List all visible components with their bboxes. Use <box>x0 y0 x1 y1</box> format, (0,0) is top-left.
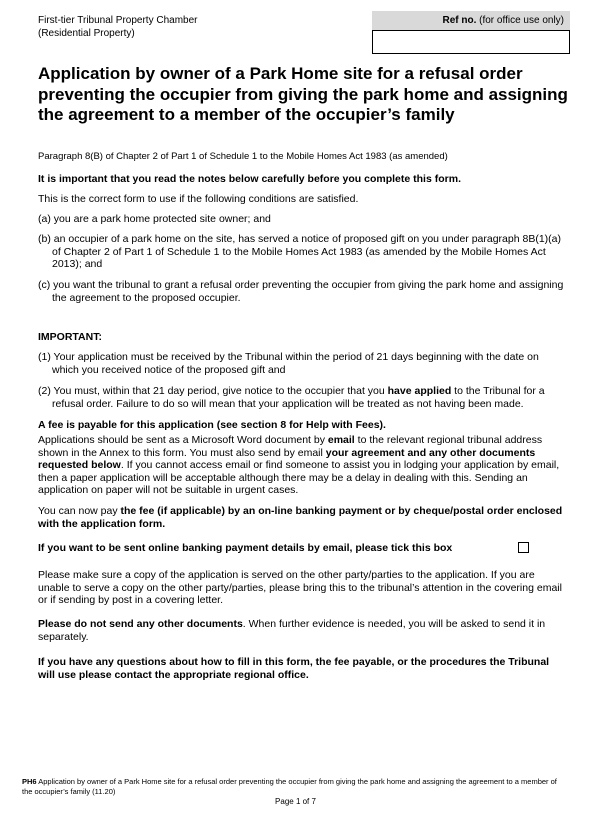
page-number: Page 1 of 7 <box>275 797 316 806</box>
online-banking-checkbox[interactable] <box>518 542 529 553</box>
footer-form-title: Application by owner of a Park Home site for a refusal order preventing the occupier from giving the park home and assigning the agreement to a member of the occupier’s family (11.20) <box>22 777 557 796</box>
important-heading: IMPORTANT: <box>38 331 102 343</box>
applications-text-documents: your agreement and any other documents requested below <box>38 446 536 471</box>
condition-a-num: (a) <box>38 213 51 225</box>
payment-text-bold: the fee (if applicable) by an on-line banking payment or by cheque/postal order enclosed with the application form. <box>38 505 563 530</box>
important-item-2-bold: have applied <box>387 385 452 397</box>
applications-text-email: email <box>327 434 355 446</box>
paragraph-reference: Paragraph 8(B) of Chapter 2 of Part 1 of Schedule 1 to the Mobile Homes Act 1983 (as amended) <box>38 151 448 162</box>
important-item-2-c: to the Tribunal for a refusal order. Failure to do so will mean that your application will be treated as not having been made. <box>52 385 545 410</box>
fee-heading: A fee is payable for this application (see section 8 for Help with Fees). <box>38 419 386 431</box>
applications-text-3: to the relevant regional tribunal address shown in the Annex to this form. You must also send by email <box>38 434 543 459</box>
correct-form-text: This is the correct form to use if the following conditions are satisfied. <box>38 193 359 205</box>
ref-no-label-note: (for office use only) <box>476 15 564 26</box>
tribunal-name-line1: First-tier Tribunal Property Chamber <box>38 15 198 26</box>
important-item-1: (1) Your application must be received by the Tribunal within the period of 21 days beginning with the date on which you received notice of the proposed gift and <box>38 351 539 376</box>
condition-b <box>38 233 564 271</box>
condition-c <box>38 279 564 304</box>
condition-c-num: (c) <box>38 279 51 291</box>
tick-box-label: If you want to be sent online banking payment details by email, please tick this box <box>38 542 453 554</box>
condition-a-text: you are a park home protected site owner; and <box>53 213 271 225</box>
questions-text: If you have any questions about how to fill in this form, the fee payable, or the procedures the Tribunal will use please contact the appropriate regional office. <box>38 656 550 681</box>
condition-c-text: you want the tribunal to grant a refusal order preventing the occupier from giving the park home and assigning the agreement to the proposed occupier. <box>52 279 564 304</box>
ref-no-label <box>372 11 570 30</box>
no-other-documents-rest: . When further evidence is needed, you will be asked to send it in separately. <box>38 618 546 643</box>
no-other-documents-bold: Please do not send any other documents <box>38 618 243 630</box>
important-item-2 <box>38 385 564 410</box>
ref-no-label-bold: Ref no. <box>442 15 477 26</box>
page-title: Application by owner of a Park Home site for a refusal order preventing the occupier from giving the park home and assigning the agreement to a member of the occupier’s family <box>38 64 568 124</box>
condition-b-text: an occupier of a park home on the site, has served a notice of proposed gift on you under paragraph 8B(1)(a) of Chapter 2 of Part 1 of Schedule 1 to the Mobile Homes Act 1983 (as amended by the Mobile Homes Act 2013); and <box>52 233 561 270</box>
serve-copy-text: Please make sure a copy of the application is served on the other party/parties to the application. If you are unable to serve a copy on the other party/parties, please bring this to the tribunal’s attention in the covering email or if sending by post in a covering letter. <box>38 569 562 606</box>
condition-a <box>38 213 564 226</box>
no-other-documents-text <box>38 618 564 643</box>
payment-text-1: You can now pay <box>38 505 121 517</box>
footer-form-code: PH6 <box>22 777 37 786</box>
important-item-2-a: (2) You must, within that 21 day period, give notice to the occupier that you <box>38 385 388 397</box>
condition-b-num: (b) <box>38 233 51 245</box>
applications-text-5: . If you cannot access email or find someone to assist you in lodging your application by email, then a paper application will be acceptable although there may be a delay in dealing with this. Sending an application on paper will not be suitable in urgent cases. <box>38 459 560 496</box>
ref-no-box <box>372 11 570 54</box>
footer-form-reference <box>22 777 567 796</box>
ref-no-field[interactable] <box>372 30 570 54</box>
applications-text <box>38 434 564 497</box>
applications-text-1: Applications should be sent as a Microsoft Word document by <box>38 434 328 446</box>
tribunal-name <box>38 15 198 40</box>
payment-text <box>38 505 564 530</box>
read-notes-notice: It is important that you read the notes below carefully before you complete this form. <box>38 173 461 185</box>
tribunal-name-line2: (Residential Property) <box>38 27 135 39</box>
